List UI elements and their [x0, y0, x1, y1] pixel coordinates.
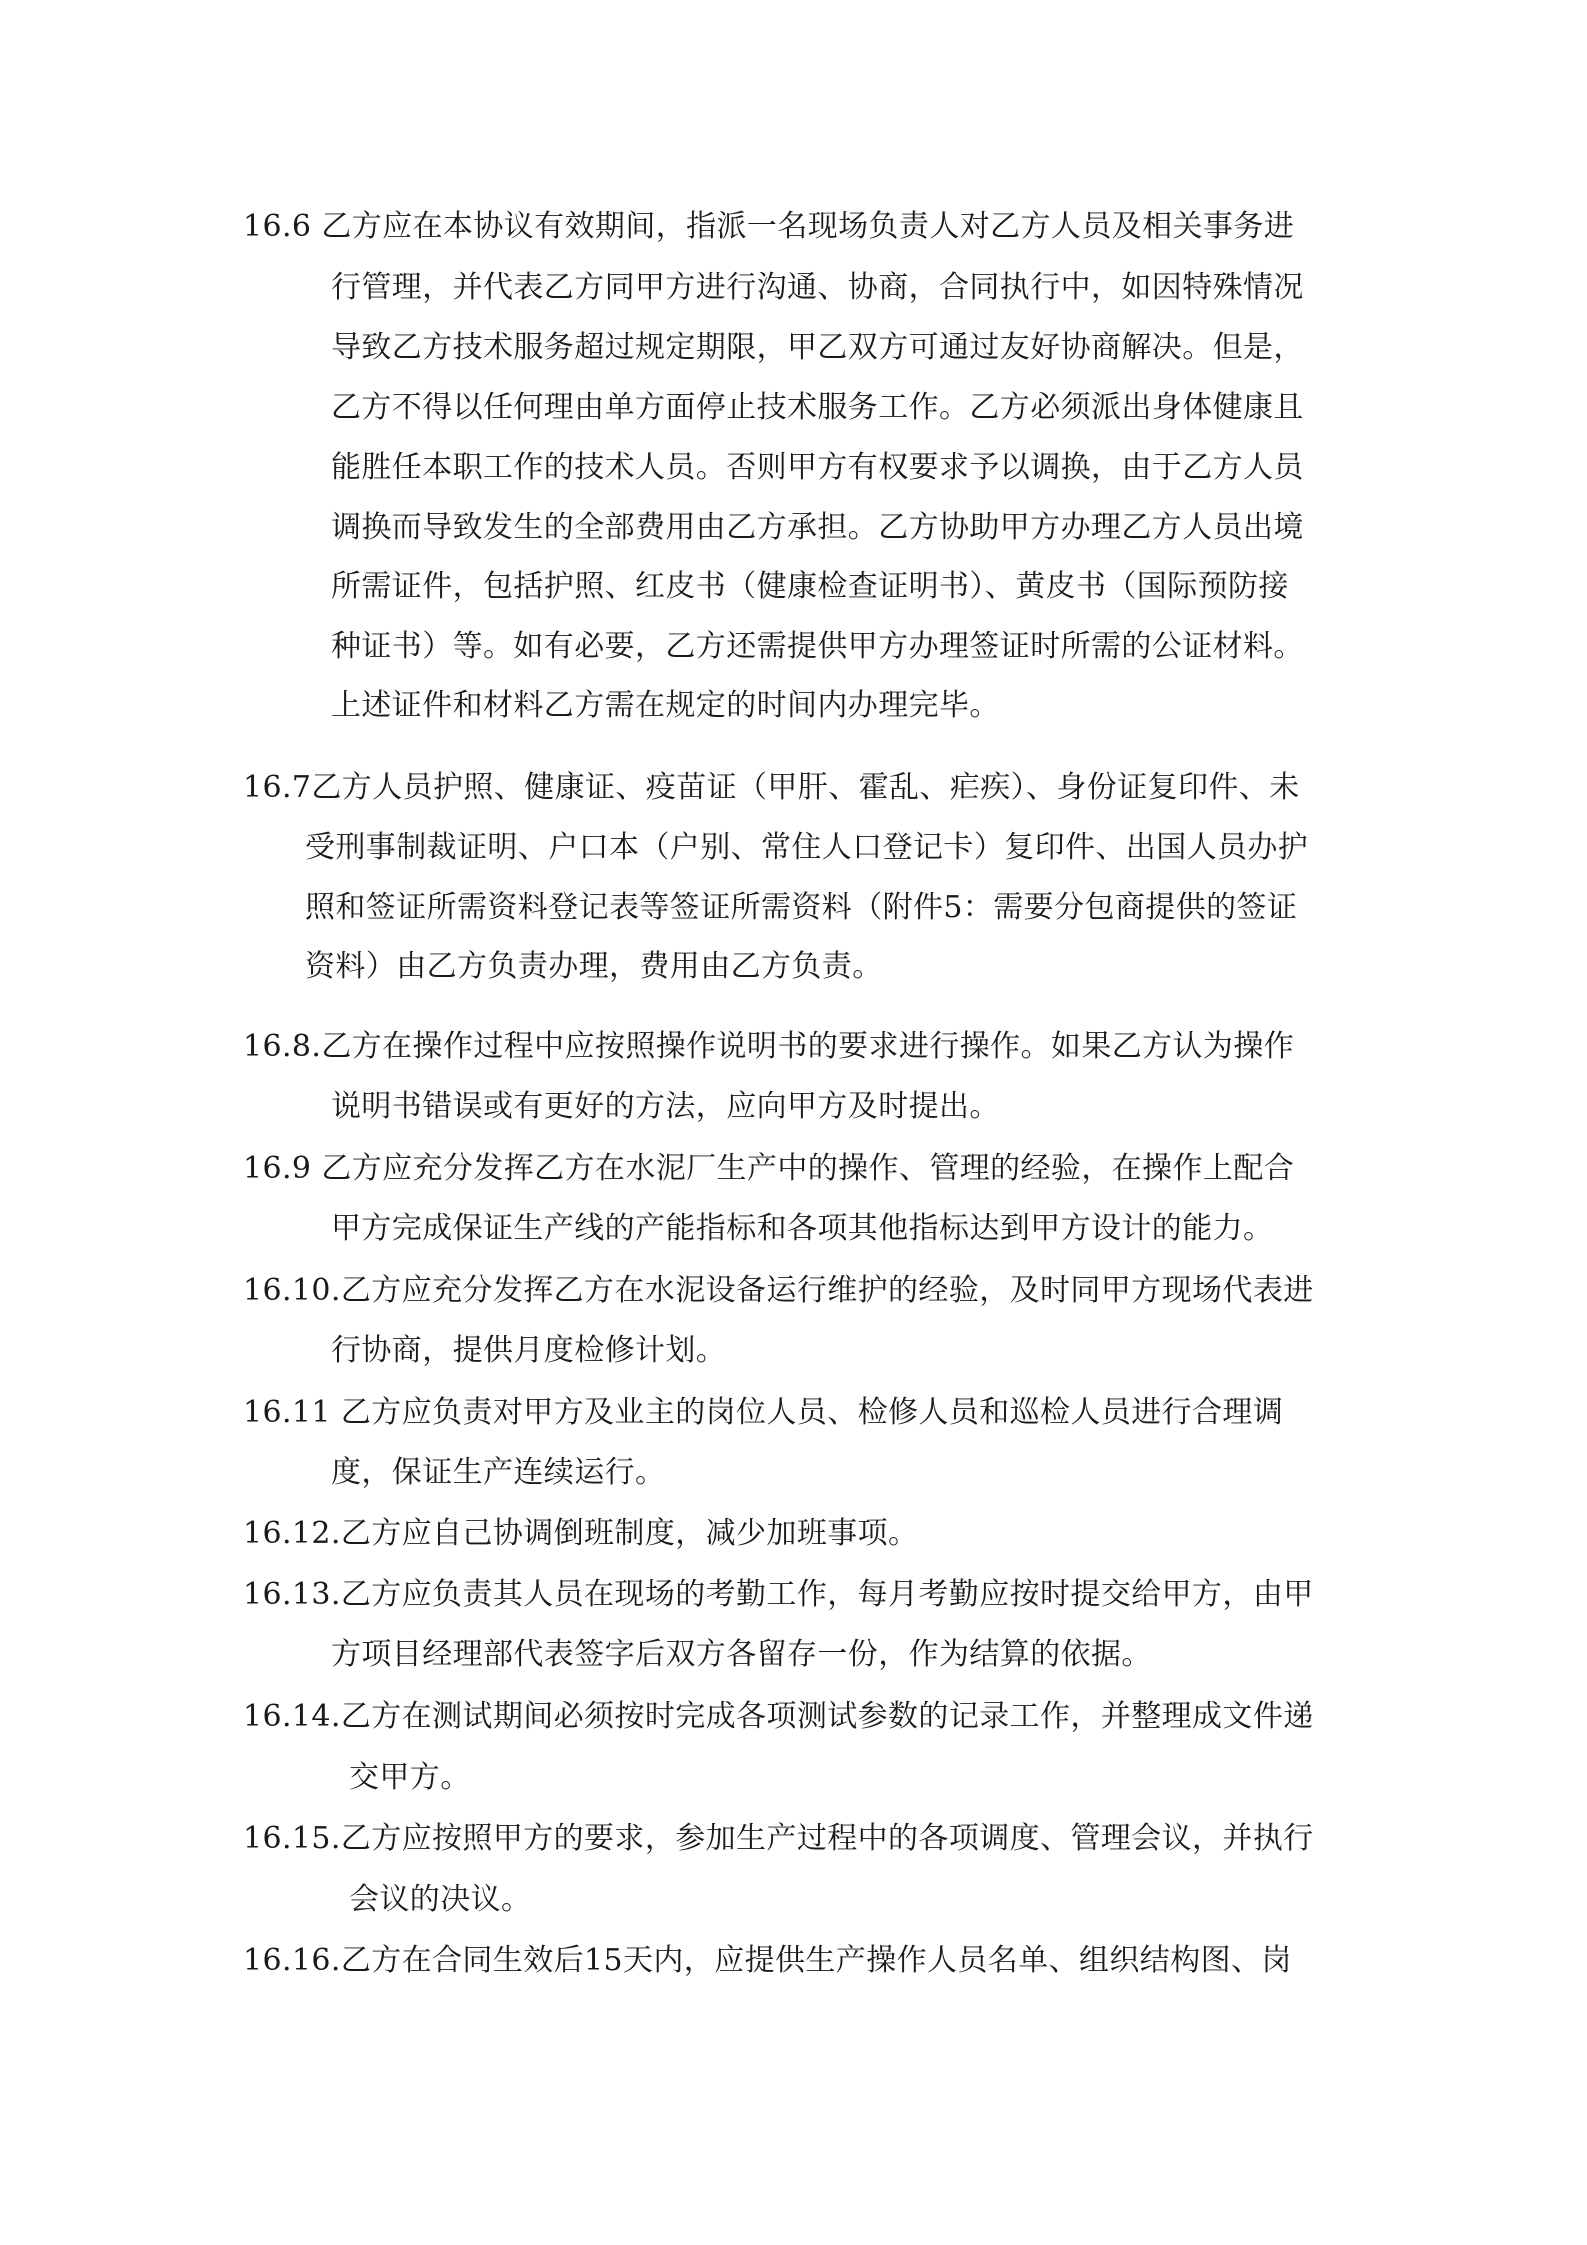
- clause-line: 16.6 乙方应在本协议有效期间，指派一名现场负责人对乙方人员及相关事务进: [243, 209, 1295, 244]
- clause-line: 调换而导致发生的全部费用由乙方承担。乙方协助甲方办理乙方人员出境: [331, 510, 1304, 545]
- clause-line: 16.12.乙方应自己协调倒班制度，减少加班事项。: [243, 1516, 919, 1551]
- clause-line: 16.10.乙方应充分发挥乙方在水泥设备运行维护的经验，及时同甲方现场代表进: [243, 1273, 1314, 1308]
- clause-line: 导致乙方技术服务超过规定期限，甲乙双方可通过友好协商解决。但是，: [331, 330, 1304, 365]
- clause-line: 16.13.乙方应负责其人员在现场的考勤工作，每月考勤应按时提交给甲方，由甲: [243, 1577, 1314, 1612]
- clause-line: 种证书）等。如有必要，乙方还需提供甲方办理签证时所需的公证材料。: [331, 629, 1304, 664]
- clause-line: 方项目经理部代表签字后双方各留存一份，作为结算的依据。: [331, 1637, 1152, 1672]
- clause-line: 16.7乙方人员护照、健康证、疫苗证（甲肝、霍乱、疟疾）、身份证复印件、未: [243, 770, 1300, 805]
- clause-line: 16.8.乙方在操作过程中应按照操作说明书的要求进行操作。如果乙方认为操作: [243, 1029, 1295, 1064]
- clause-line: 上述证件和材料乙方需在规定的时间内办理完毕。: [331, 688, 1000, 723]
- clause-line: 资料）由乙方负责办理，费用由乙方负责。: [305, 949, 883, 984]
- clause-line: 交甲方。: [349, 1760, 471, 1795]
- clause-line: 16.14.乙方在测试期间必须按时完成各项测试参数的记录工作，并整理成文件递: [243, 1699, 1314, 1734]
- clause-line: 受刑事制裁证明、户口本（户别、常住人口登记卡）复印件、出国人员办护: [305, 830, 1309, 865]
- clause-line: 照和签证所需资料登记表等签证所需资料（附件5：需要分包商提供的签证: [305, 890, 1298, 925]
- clause-line: 16.16.乙方在合同生效后15天内，应提供生产操作人员名单、组织结构图、岗: [243, 1943, 1292, 1978]
- clause-line: 16.9 乙方应充分发挥乙方在水泥厂生产中的操作、管理的经验，在操作上配合: [243, 1151, 1295, 1186]
- clause-line: 会议的决议。: [349, 1882, 532, 1917]
- clause-line: 甲方完成保证生产线的产能指标和各项其他指标达到甲方设计的能力。: [331, 1211, 1274, 1246]
- clause-line: 16.11 乙方应负责对甲方及业主的岗位人员、检修人员和巡检人员进行合理调: [243, 1395, 1284, 1430]
- clause-line: 说明书错误或有更好的方法，应向甲方及时提出。: [331, 1089, 1000, 1124]
- clause-line: 度，保证生产连续运行。: [331, 1455, 666, 1490]
- clause-line: 行管理，并代表乙方同甲方进行沟通、协商，合同执行中，如因特殊情况: [331, 270, 1304, 305]
- clause-line: 16.15.乙方应按照甲方的要求，参加生产过程中的各项调度、管理会议，并执行: [243, 1821, 1314, 1856]
- clause-line: 行协商，提供月度检修计划。: [331, 1333, 727, 1368]
- clause-line: 能胜任本职工作的技术人员。否则甲方有权要求予以调换，由于乙方人员: [331, 450, 1304, 485]
- clause-line: 乙方不得以任何理由单方面停止技术服务工作。乙方必须派出身体健康且: [331, 390, 1304, 425]
- clause-line: 所需证件，包括护照、红皮书（健康检查证明书）、黄皮书（国际预防接: [331, 569, 1289, 604]
